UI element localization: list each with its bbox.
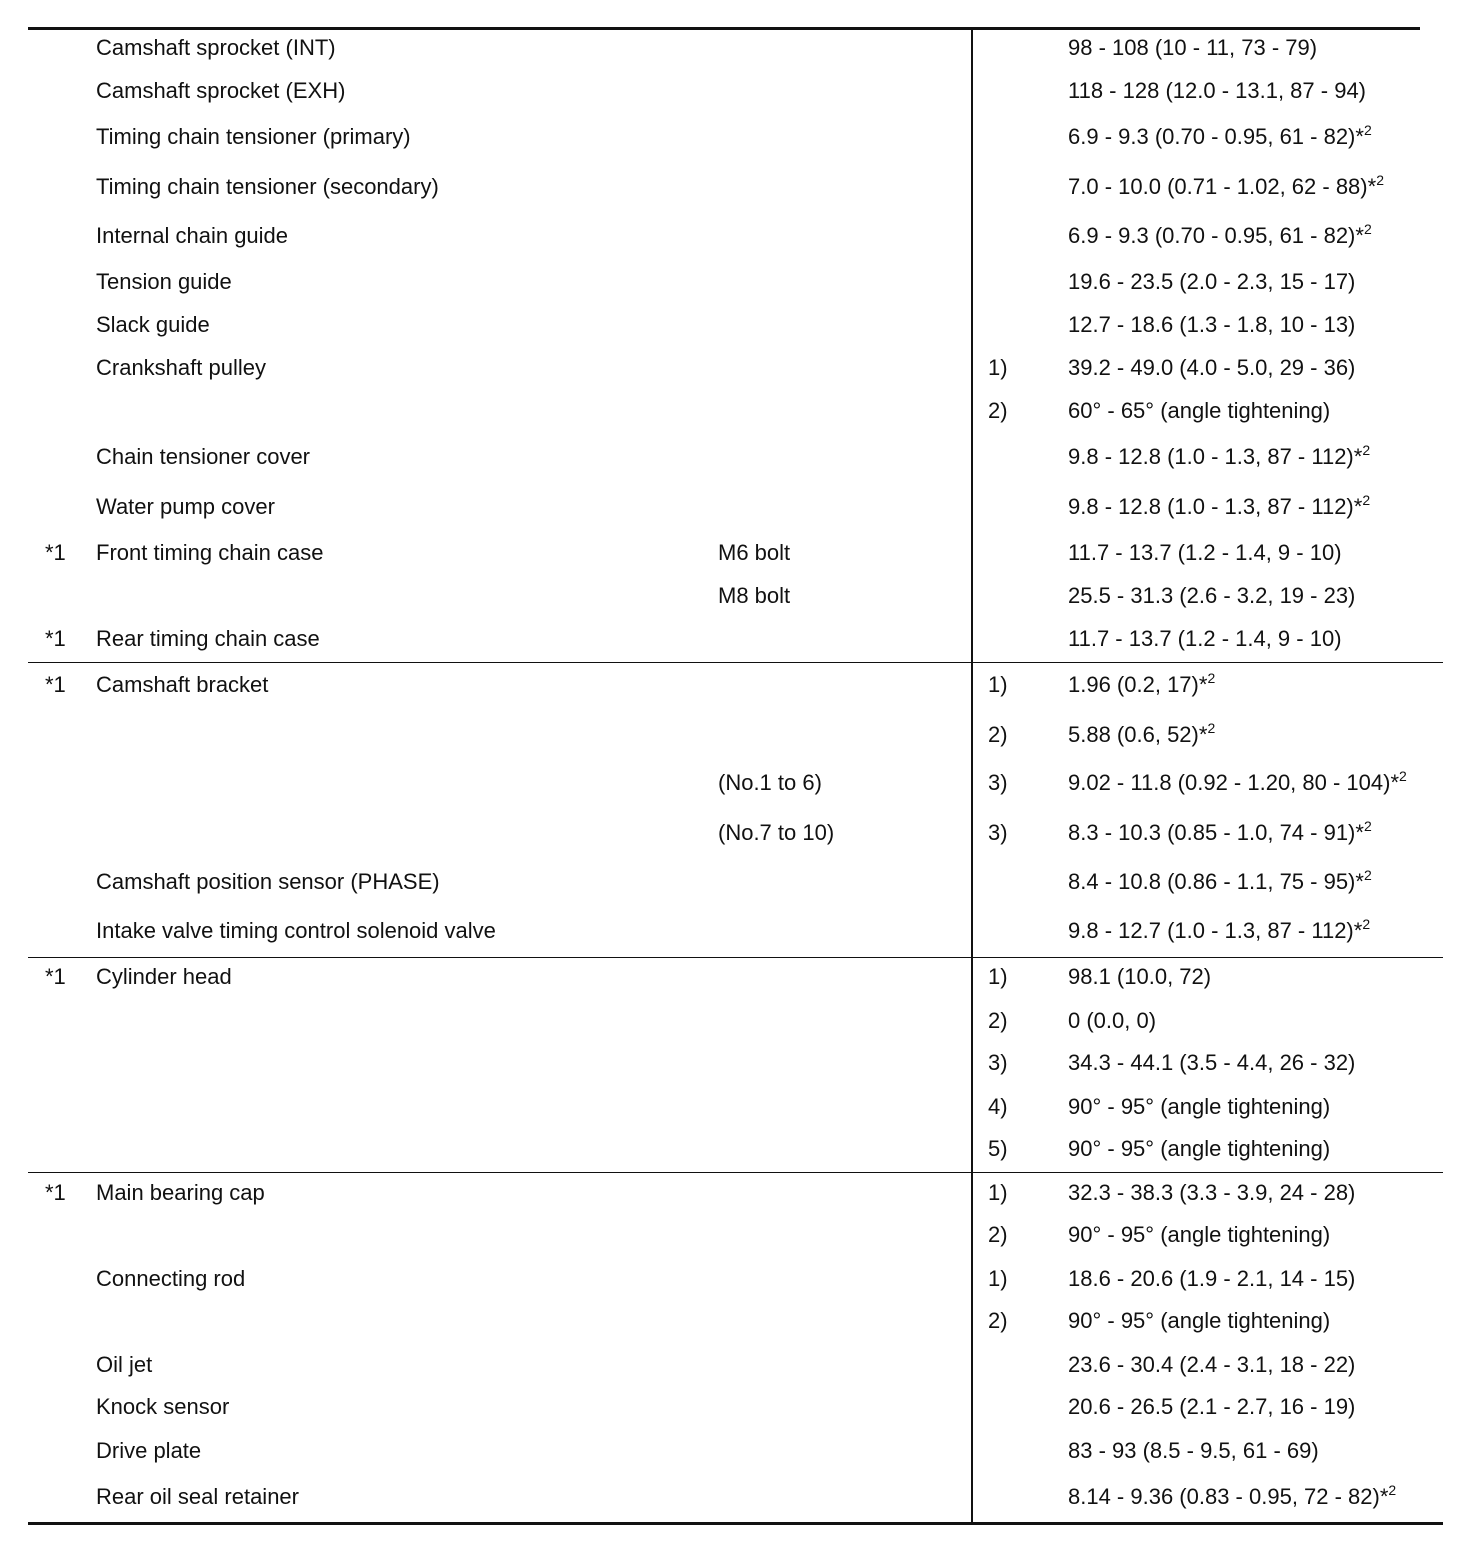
tightening-step: 1)	[988, 964, 1008, 989]
torque-value-text: 60° - 65° (angle tightening)	[1068, 398, 1331, 423]
part-name: Internal chain guide	[96, 223, 289, 248]
footnote-superscript: 2	[1363, 221, 1372, 237]
torque-value-text: 9.8 - 12.7 (1.0 - 1.3, 87 - 112)*	[1068, 918, 1363, 943]
torque-value-text: 6.9 - 9.3 (0.70 - 0.95, 61 - 82)*	[1068, 124, 1364, 149]
tightening-step: 1)	[988, 1266, 1008, 1291]
torque-value-text: 0 (0.0, 0)	[1068, 1008, 1157, 1033]
note-mark: *1	[45, 626, 66, 651]
part-name: Slack guide	[96, 312, 210, 337]
footnote-superscript: 2	[1362, 442, 1371, 458]
torque-value	[1068, 1050, 1355, 1076]
torque-value	[1068, 583, 1355, 609]
torque-value	[1068, 672, 1215, 698]
tightening-step: 2)	[988, 1308, 1008, 1333]
part-name: Rear timing chain case	[96, 626, 320, 651]
torque-value-text: 32.3 - 38.3 (3.3 - 3.9, 24 - 28)	[1068, 1180, 1356, 1205]
footnote-superscript: 2	[1363, 867, 1372, 883]
part-name: Crankshaft pulley	[96, 355, 266, 380]
part-name: Connecting rod	[96, 1266, 246, 1291]
torque-value-text: 11.7 - 13.7 (1.2 - 1.4, 9 - 10)	[1068, 626, 1342, 651]
torque-value-text: 6.9 - 9.3 (0.70 - 0.95, 61 - 82)*	[1068, 223, 1364, 248]
torque-value	[1068, 869, 1372, 895]
torque-value	[1068, 770, 1407, 796]
section-divider-1	[28, 662, 1443, 663]
part-name: Water pump cover	[96, 494, 275, 519]
part-name: Cylinder head	[96, 964, 232, 989]
torque-value	[1068, 964, 1211, 990]
torque-value	[1068, 722, 1215, 748]
tightening-step: 1)	[988, 355, 1008, 380]
tightening-step: 1)	[988, 1180, 1008, 1205]
part-detail: (No.7 to 10)	[718, 820, 835, 845]
torque-value-text: 19.6 - 23.5 (2.0 - 2.3, 15 - 17)	[1068, 269, 1356, 294]
tightening-step: 2)	[988, 722, 1008, 747]
torque-value-text: 9.8 - 12.8 (1.0 - 1.3, 87 - 112)*	[1068, 444, 1363, 469]
part-name: Camshaft sprocket (EXH)	[96, 78, 346, 103]
torque-value	[1068, 174, 1384, 200]
part-name: Camshaft position sensor (PHASE)	[96, 869, 440, 894]
torque-value	[1068, 1308, 1330, 1334]
column-divider	[971, 30, 973, 1522]
part-detail: M6 bolt	[718, 540, 791, 565]
torque-value-text: 90° - 95° (angle tightening)	[1068, 1222, 1331, 1247]
part-name: Intake valve timing control solenoid valve	[96, 918, 496, 943]
torque-value	[1068, 1352, 1355, 1378]
torque-value	[1068, 1136, 1330, 1162]
part-name: Camshaft bracket	[96, 672, 269, 697]
torque-value-text: 90° - 95° (angle tightening)	[1068, 1094, 1331, 1119]
note-mark: *1	[45, 540, 66, 565]
torque-value	[1068, 35, 1317, 61]
torque-value-text: 34.3 - 44.1 (3.5 - 4.4, 26 - 32)	[1068, 1050, 1356, 1075]
torque-value	[1068, 820, 1372, 846]
torque-value	[1068, 1222, 1330, 1248]
part-detail: M8 bolt	[718, 583, 791, 608]
tightening-step: 4)	[988, 1094, 1008, 1119]
torque-value-text: 8.3 - 10.3 (0.85 - 1.0, 74 - 91)*	[1068, 820, 1364, 845]
torque-value	[1068, 494, 1370, 520]
torque-value	[1068, 355, 1355, 381]
section-divider-2	[28, 957, 1443, 958]
torque-value-text: 98 - 108 (10 - 11, 73 - 79)	[1068, 35, 1318, 60]
part-detail: (No.1 to 6)	[718, 770, 822, 795]
torque-value-text: 18.6 - 20.6 (1.9 - 2.1, 14 - 15)	[1068, 1266, 1356, 1291]
torque-value	[1068, 223, 1372, 249]
torque-value	[1068, 626, 1342, 652]
part-name: Rear oil seal retainer	[96, 1484, 299, 1509]
torque-value-text: 118 - 128 (12.0 - 13.1, 87 - 94)	[1068, 78, 1366, 103]
tightening-step: 3)	[988, 820, 1008, 845]
torque-value-text: 39.2 - 49.0 (4.0 - 5.0, 29 - 36)	[1068, 355, 1356, 380]
torque-value	[1068, 1394, 1355, 1420]
footnote-superscript: 2	[1362, 916, 1371, 932]
footnote-superscript: 2	[1362, 492, 1371, 508]
torque-value-text: 11.7 - 13.7 (1.2 - 1.4, 9 - 10)	[1068, 540, 1342, 565]
torque-value-text: 1.96 (0.2, 17)*	[1068, 672, 1208, 697]
footnote-superscript: 2	[1363, 122, 1372, 138]
note-mark: *1	[45, 1180, 66, 1205]
part-name: Camshaft sprocket (INT)	[96, 35, 336, 60]
torque-value-text: 8.4 - 10.8 (0.86 - 1.1, 75 - 95)*	[1068, 869, 1364, 894]
torque-value	[1068, 398, 1330, 424]
part-name: Main bearing cap	[96, 1180, 265, 1205]
torque-value	[1068, 78, 1366, 104]
part-name: Knock sensor	[96, 1394, 230, 1419]
torque-value-text: 83 - 93 (8.5 - 9.5, 61 - 69)	[1068, 1438, 1319, 1463]
torque-value-text: 12.7 - 18.6 (1.3 - 1.8, 10 - 13)	[1068, 312, 1356, 337]
tightening-step: 3)	[988, 770, 1008, 795]
torque-value	[1068, 918, 1370, 944]
torque-value	[1068, 1438, 1319, 1464]
footnote-superscript: 2	[1388, 1482, 1397, 1498]
tightening-step: 2)	[988, 1222, 1008, 1247]
tightening-step: 2)	[988, 1008, 1008, 1033]
tightening-step: 3)	[988, 1050, 1008, 1075]
torque-value	[1068, 1008, 1156, 1034]
torque-value-text: 25.5 - 31.3 (2.6 - 3.2, 19 - 23)	[1068, 583, 1356, 608]
torque-value	[1068, 1266, 1355, 1292]
footnote-superscript: 2	[1399, 768, 1407, 784]
part-name: Timing chain tensioner (secondary)	[96, 174, 439, 199]
footnote-superscript: 2	[1207, 670, 1216, 686]
torque-value	[1068, 312, 1355, 338]
part-name: Timing chain tensioner (primary)	[96, 124, 411, 149]
torque-value	[1068, 1484, 1396, 1510]
footnote-superscript: 2	[1376, 172, 1384, 188]
torque-value	[1068, 1094, 1330, 1120]
torque-value	[1068, 540, 1342, 566]
tightening-step: 2)	[988, 398, 1008, 423]
torque-value-text: 90° - 95° (angle tightening)	[1068, 1308, 1331, 1333]
top-rule	[28, 27, 1420, 30]
bottom-rule	[28, 1522, 1443, 1525]
torque-value	[1068, 269, 1355, 295]
torque-value-text: 98.1 (10.0, 72)	[1068, 964, 1212, 989]
torque-value-text: 8.14 - 9.36 (0.83 - 0.95, 72 - 82)*	[1068, 1484, 1389, 1509]
torque-value-text: 9.8 - 12.8 (1.0 - 1.3, 87 - 112)*	[1068, 494, 1363, 519]
section-divider-3	[28, 1172, 1443, 1173]
part-name: Tension guide	[96, 269, 232, 294]
tightening-step: 5)	[988, 1136, 1008, 1161]
torque-value	[1068, 444, 1370, 470]
tightening-step: 1)	[988, 672, 1008, 697]
torque-value	[1068, 1180, 1355, 1206]
torque-value-text: 23.6 - 30.4 (2.4 - 3.1, 18 - 22)	[1068, 1352, 1356, 1377]
note-mark: *1	[45, 672, 66, 697]
footnote-superscript: 2	[1207, 720, 1216, 736]
torque-value	[1068, 124, 1372, 150]
torque-value-text: 7.0 - 10.0 (0.71 - 1.02, 62 - 88)*	[1068, 174, 1377, 199]
part-name: Drive plate	[96, 1438, 202, 1463]
note-mark: *1	[45, 964, 66, 989]
part-name: Chain tensioner cover	[96, 444, 311, 469]
footnote-superscript: 2	[1363, 818, 1372, 834]
part-name: Oil jet	[96, 1352, 153, 1377]
torque-value-text: 9.02 - 11.8 (0.92 - 1.20, 80 - 104)*	[1068, 770, 1400, 795]
torque-value-text: 90° - 95° (angle tightening)	[1068, 1136, 1331, 1161]
torque-value-text: 5.88 (0.6, 52)*	[1068, 722, 1208, 747]
torque-value-text: 20.6 - 26.5 (2.1 - 2.7, 16 - 19)	[1068, 1394, 1356, 1419]
part-name: Front timing chain case	[96, 540, 324, 565]
